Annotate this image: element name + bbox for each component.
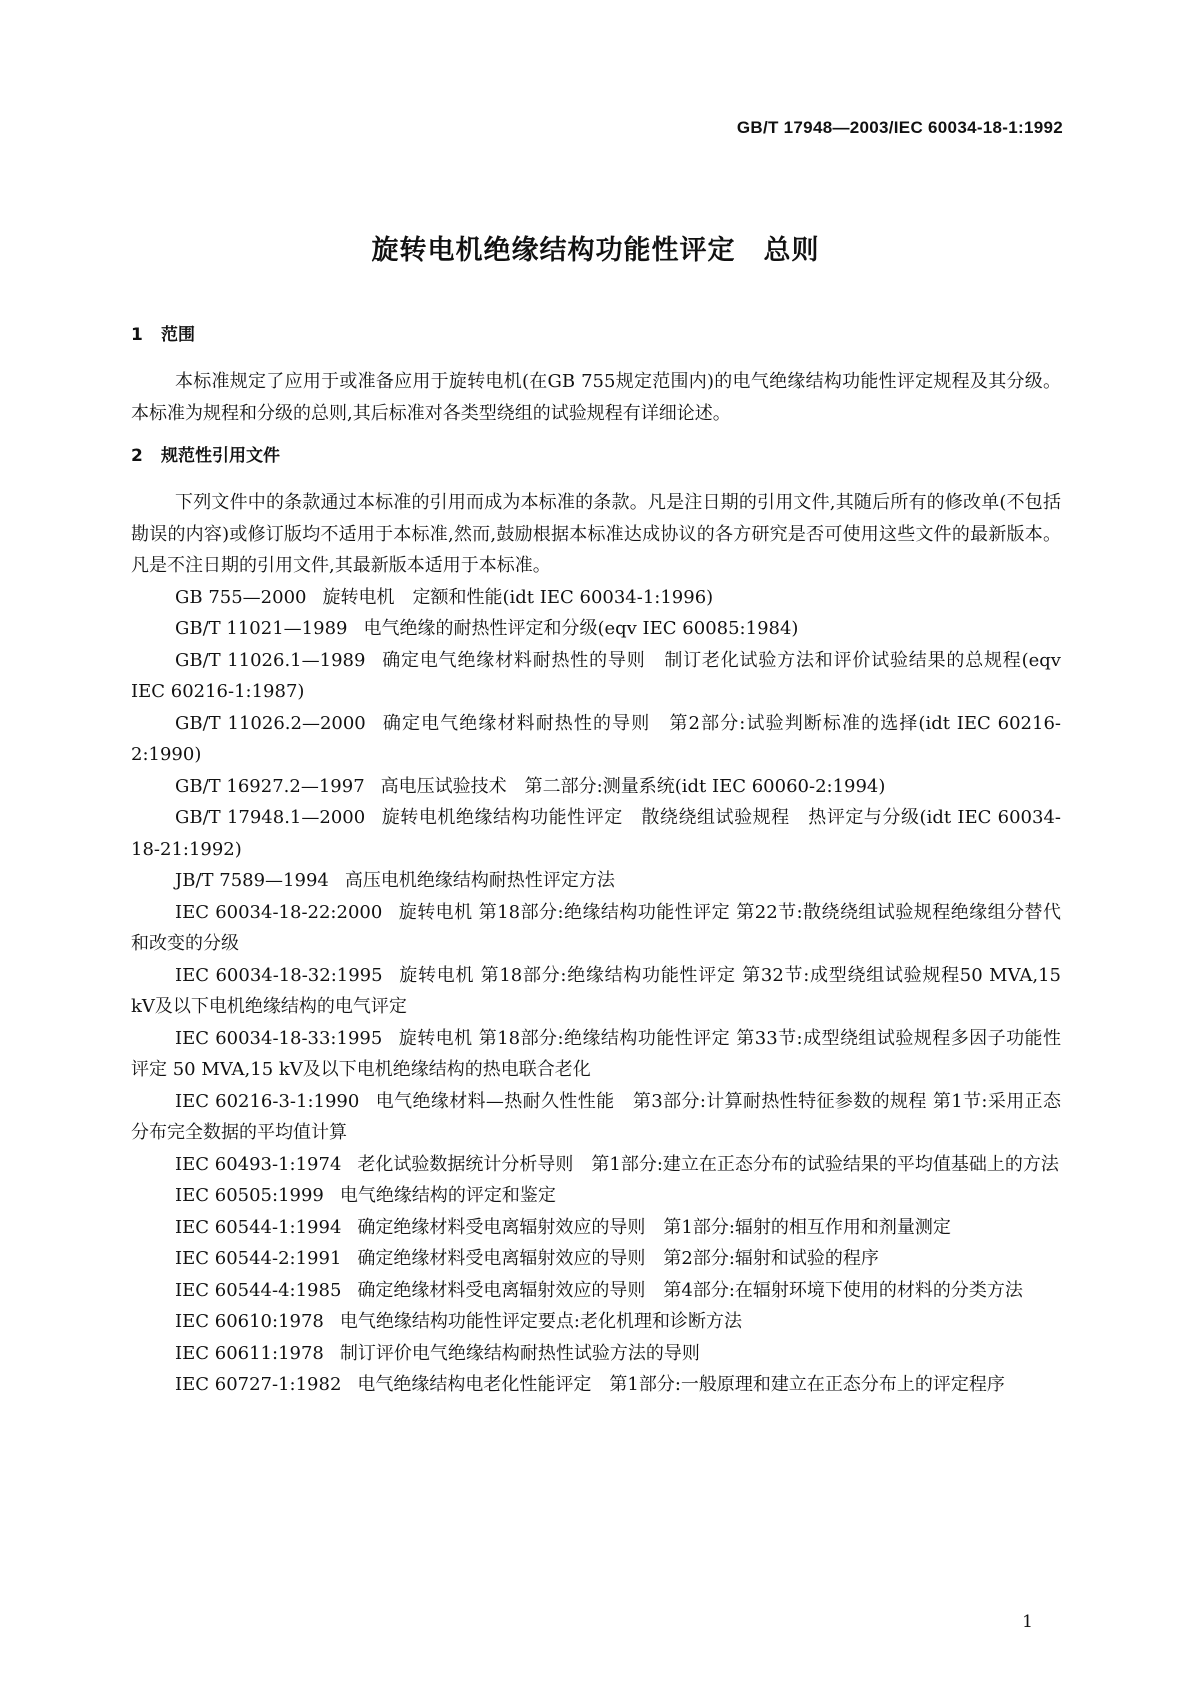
reference-item (131, 1275, 1061, 1307)
section-title: 范围 (161, 325, 195, 345)
reference-code: GB/T 17948.1—2000 (175, 807, 366, 828)
reference-code: GB/T 11026.1—1989 (175, 649, 366, 671)
reference-item (131, 1306, 1061, 1338)
reference-item (131, 1369, 1061, 1401)
reference-title: 确定电气绝缘材料耐热性的导则 制订老化试验方法和评价试验结果的总规程(eqv IEC 60216-1:1987) (131, 649, 1061, 702)
document-body (131, 322, 1061, 1401)
reference-list (131, 582, 1061, 1401)
reference-item (131, 1212, 1061, 1244)
reference-title: 旋转电机 第18部分:绝缘结构功能性评定 第33节:成型绕组试验规程多因子功能性评定 50 MVA,15 kV及以下电机绝缘结构的热电联合老化 (131, 1027, 1061, 1080)
reference-title: 旋转电机绝缘结构功能性评定 散绕绕组试验规程 热评定与分级(idt IEC 60034-18-21:1992) (131, 807, 1061, 860)
reference-item (131, 1180, 1061, 1212)
reference-title: 电气绝缘材料—热耐久性性能 第3部分:计算耐热性特征参数的规程 第1节:采用正态分布完全数据的平均值计算 (131, 1090, 1061, 1143)
reference-code: GB/T 11021—1989 (175, 618, 348, 639)
references-intro-paragraph: 下列文件中的条款通过本标准的引用而成为本标准的条款。凡是注日期的引用文件,其随后所有的修改单(不包括勘误的内容)或修订版均不适用于本标准,然而,鼓励根据本标准达成协议的各方研究是否可使用这些文件的最新版本。凡是不注日期的引用文件,其最新版本适用于本标准。 (131, 492, 1061, 576)
reference-code: IEC 60034-18-33:1995 (175, 1027, 383, 1049)
reference-item (131, 865, 1061, 897)
reference-item (131, 645, 1061, 708)
reference-title: 确定绝缘材料受电离辐射效应的导则 第2部分:辐射和试验的程序 (357, 1248, 879, 1269)
reference-title: 老化试验数据统计分析导则 第1部分:建立在正态分布的试验结果的平均值基础上的方法 (357, 1153, 1059, 1175)
reference-code: IEC 60544-4:1985 (175, 1279, 342, 1301)
section-heading-normative-references (131, 443, 1061, 469)
reference-code: IEC 60034-18-22:2000 (175, 901, 383, 923)
section-number: 1 (131, 325, 143, 345)
reference-item (131, 897, 1061, 960)
section-title: 规范性引用文件 (161, 446, 280, 466)
reference-code: IEC 60034-18-32:1995 (175, 964, 383, 986)
standard-code: GB/T 17948—2003/IEC 60034-18-1:1992 (736, 118, 1063, 137)
section-number: 2 (131, 446, 143, 466)
reference-title: 确定绝缘材料受电离辐射效应的导则 第4部分:在辐射环境下使用的材料的分类方法 (357, 1279, 1023, 1301)
reference-item (131, 613, 1061, 645)
reference-item (131, 1243, 1061, 1275)
reference-item (131, 1023, 1061, 1086)
reference-item (131, 802, 1061, 865)
reference-title: 高压电机绝缘结构耐热性评定方法 (344, 870, 615, 891)
reference-item (131, 582, 1061, 614)
reference-title: 电气绝缘结构功能性评定要点:老化机理和诊断方法 (339, 1311, 742, 1332)
reference-code: GB/T 11026.2—2000 (175, 712, 366, 734)
reference-code: IEC 60727-1:1982 (175, 1374, 342, 1395)
document-title: 旋转电机绝缘结构功能性评定 总则 (371, 235, 820, 266)
reference-title: 旋转电机 第18部分:绝缘结构功能性评定 第32节:成型绕组试验规程50 MVA,15 kV及以下电机绝缘结构的电气评定 (131, 964, 1061, 1017)
reference-code: IEC 60544-2:1991 (175, 1248, 342, 1269)
reference-item (131, 1338, 1061, 1370)
reference-title: 旋转电机 定额和性能(idt IEC 60034-1:1996) (322, 586, 714, 608)
reference-title: 确定绝缘材料受电离辐射效应的导则 第1部分:辐射的相互作用和剂量测定 (357, 1216, 951, 1238)
section-heading-scope (131, 322, 1061, 348)
reference-title: 制订评价电气绝缘结构耐热性试验方法的导则 (339, 1342, 700, 1364)
reference-title: 电气绝缘的耐热性评定和分级(eqv IEC 60085:1984) (363, 618, 799, 639)
reference-code: GB/T 16927.2—1997 (175, 775, 365, 797)
page-number: 1 (1022, 1612, 1033, 1632)
reference-item (131, 960, 1061, 1023)
reference-title: 高电压试验技术 第二部分:测量系统(idt IEC 60060-2:1994) (380, 775, 886, 797)
reference-code: JB/T 7589—1994 (175, 870, 329, 891)
reference-item (131, 1086, 1061, 1149)
scope-paragraph: 本标准规定了应用于或准备应用于旋转电机(在GB 755规定范围内)的电气绝缘结构功能性评定规程及其分级。本标准为规程和分级的总则,其后标准对各类型绕组的试验规程有详细论述。 (131, 371, 1061, 424)
reference-code: IEC 60216-3-1:1990 (175, 1090, 360, 1112)
reference-title: 旋转电机 第18部分:绝缘结构功能性评定 第22节:散绕绕组试验规程绝缘组分替代和改变的分级 (131, 901, 1061, 954)
reference-code: IEC 60544-1:1994 (175, 1216, 342, 1238)
reference-title: 电气绝缘结构的评定和鉴定 (339, 1185, 556, 1206)
reference-title: 确定电气绝缘材料耐热性的导则 第2部分:试验判断标准的选择(idt IEC 60216-2:1990) (131, 712, 1061, 765)
reference-code: IEC 60611:1978 (175, 1342, 324, 1364)
reference-code: GB 755—2000 (175, 586, 307, 608)
reference-item (131, 1149, 1061, 1181)
reference-code: IEC 60610:1978 (175, 1311, 324, 1332)
reference-code: IEC 60493-1:1974 (175, 1153, 342, 1175)
reference-item (131, 708, 1061, 771)
reference-code: IEC 60505:1999 (175, 1185, 324, 1206)
reference-title: 电气绝缘结构电老化性能评定 第1部分:一般原理和建立在正态分布上的评定程序 (357, 1374, 1005, 1395)
reference-item (131, 771, 1061, 803)
